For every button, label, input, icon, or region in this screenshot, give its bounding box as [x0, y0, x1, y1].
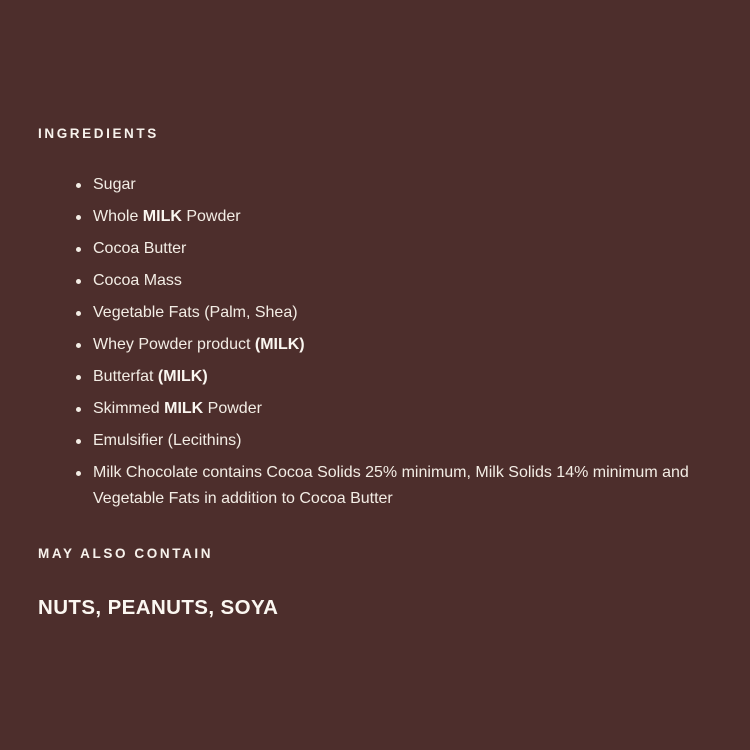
allergen-emphasis: (MILK)	[254, 336, 305, 353]
ingredient-item	[93, 460, 722, 512]
ingredient-item	[93, 268, 722, 294]
ingredient-item	[93, 428, 722, 454]
ingredient-text: Sugar	[93, 176, 136, 193]
may-also-contain-heading: MAY ALSO CONTAIN	[38, 546, 214, 561]
ingredient-text: Emulsifier (Lecithins)	[93, 432, 242, 449]
allergen-emphasis: (MILK)	[157, 368, 208, 385]
ingredient-text: Vegetable Fats (Palm, Shea)	[93, 304, 298, 321]
ingredient-item	[93, 204, 722, 230]
ingredient-text: Whole	[93, 208, 143, 225]
ingredient-text: Powder	[203, 400, 262, 417]
ingredient-text: Cocoa Mass	[93, 272, 182, 289]
ingredient-text: Cocoa Butter	[93, 240, 187, 257]
ingredient-text: Whey Powder product	[93, 336, 255, 353]
ingredient-item	[93, 396, 722, 422]
ingredient-item	[93, 332, 722, 358]
ingredient-text: Skimmed	[93, 400, 165, 417]
ingredients-list	[38, 172, 722, 512]
ingredient-text: Butterfat	[93, 368, 158, 385]
allergen-list: NUTS, PEANUTS, SOYA	[38, 596, 279, 619]
ingredient-item	[93, 300, 722, 326]
ingredient-text: Powder	[181, 208, 241, 225]
ingredient-item	[93, 364, 722, 390]
ingredient-item	[93, 172, 722, 198]
allergen-emphasis: MILK	[142, 208, 182, 225]
allergen-emphasis: MILK	[164, 400, 204, 417]
ingredients-heading: INGREDIENTS	[38, 126, 159, 141]
ingredient-item	[93, 236, 722, 262]
ingredient-text: Milk Chocolate contains Cocoa Solids 25% minimum, Milk Solids 14% minimum and Vegetable Fats in addition to Cocoa Butter	[93, 464, 689, 507]
